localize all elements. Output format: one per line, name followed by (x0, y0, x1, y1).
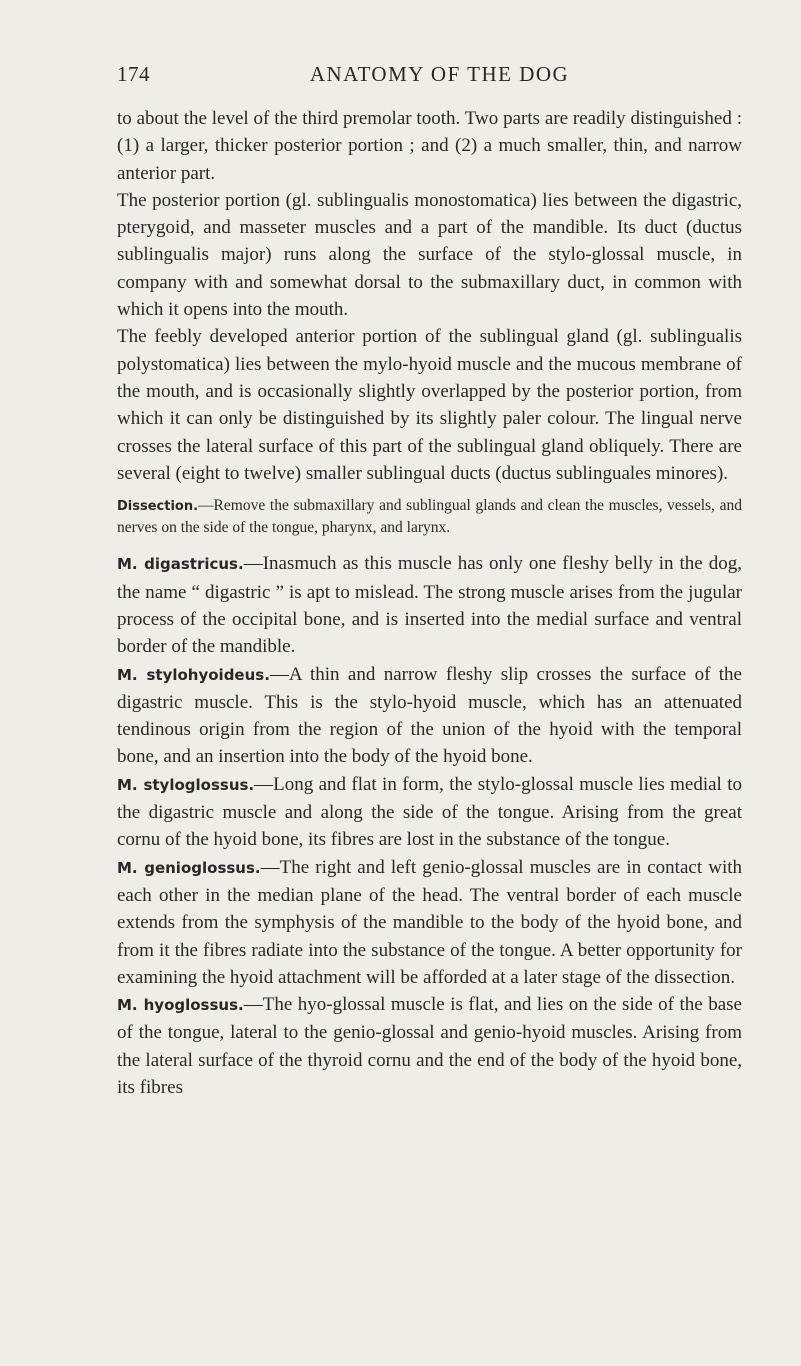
genioglossus-text: —The right and left genio-glossal muscles are in contact with each other in the median plane of the head. The ventral border of each muscle extends from the symphysis of the mandible to the body of the hyoid bone, and from it the fibres radiate into the substance of the tongue. A better opportunity for examining the hyoid attachment will be afforded at a later stage of the dissection. (117, 856, 743, 988)
page-number: 174 (117, 62, 150, 86)
digastricus-text: —Inasmuch as this muscle has only one fleshy belly in the dog, the name “ digastric ” is apt to mislead. The strong muscle arises from the jugular process of the occipital bone, and is inserted into the medial surface and ventral border of the mandible. (117, 553, 742, 658)
paragraph-styloglossus (117, 771, 742, 854)
paragraph-hyoglossus (117, 991, 742, 1101)
paragraph-posterior-portion: The posterior portion (gl. sublingualis monostomatica) lies between the digastric, pterygoid, and masseter muscles and a part of the mandible. Its duct (ductus sublingualis major) runs along the surface of the stylo-glossal muscle, in company with and somewhat dorsal to the submaxillary duct, in common with which it opens into the mouth. (117, 189, 742, 321)
dissection-note (117, 496, 742, 538)
genioglossus-heading: M. genioglossus. (117, 858, 261, 877)
stylohyoideus-heading: M. stylohyoideus. (117, 665, 270, 684)
dissection-text: —Remove the submaxillary and sublingual glands and clean the muscles, vessels, and nerves on the side of the tongue, pharynx, and larynx. (117, 497, 742, 536)
paragraph-continuation: to about the level of the third premolar tooth. Two parts are readily distinguished : (1) a larger, thicker posterior portion ; and (2) a much smaller, thin, and narrow anterior part. (117, 108, 742, 184)
paragraph-anterior-portion: The feebly developed anterior portion of the sublingual gland (gl. sublingualis polystomatica) lies between the mylo-hyoid muscle and the mucous membrane of the mouth, and is occasionally slightly overlapped by the posterior portion, from which it can only be distinguished by its slightly paler colour. The lingual nerve crosses the lateral surface of this part of the sublingual gland obliquely. There are several (eight to twelve) smaller sublingual ducts (ductus sublinguales minores). (117, 326, 742, 484)
styloglossus-heading: M. styloglossus. (117, 775, 255, 794)
dissection-lead: Dissection. (117, 499, 199, 515)
styloglossus-text: —Long and flat in form, the stylo-glossal muscle lies medial to the digastric muscle and along the side of the tongue. Arising from the great cornu of the hyoid bone, its fibres are lost in the substance of the tongue. (117, 773, 742, 851)
running-head: ANATOMY OF THE DOG (309, 62, 570, 86)
hyoglossus-heading: M. hyoglossus. (117, 996, 244, 1015)
paragraph-stylohyoideus (117, 661, 742, 771)
paragraph-genioglossus (117, 854, 742, 991)
paragraph-digastricus (117, 550, 742, 660)
digastricus-heading: M. digastricus. (117, 555, 244, 574)
page-header (117, 62, 742, 96)
hyoglossus-text: —The hyo-glossal muscle is flat, and lies on the side of the base of the tongue, lateral to the genio-glossal and genio-hyoid muscles. Arising from the lateral surface of the thyroid cornu and the end of the body of the hyoid bone, its fibres (117, 994, 742, 1098)
page-body (117, 105, 742, 1101)
stylohyoideus-text: —A thin and narrow fleshy slip crosses the surface of the digastric muscle. This is the stylo-hyoid muscle, which has an attenuated tendinous origin from the region of the union of the hyoid with the temporal bone, and an insertion into the body of the hyoid bone. (117, 663, 742, 768)
